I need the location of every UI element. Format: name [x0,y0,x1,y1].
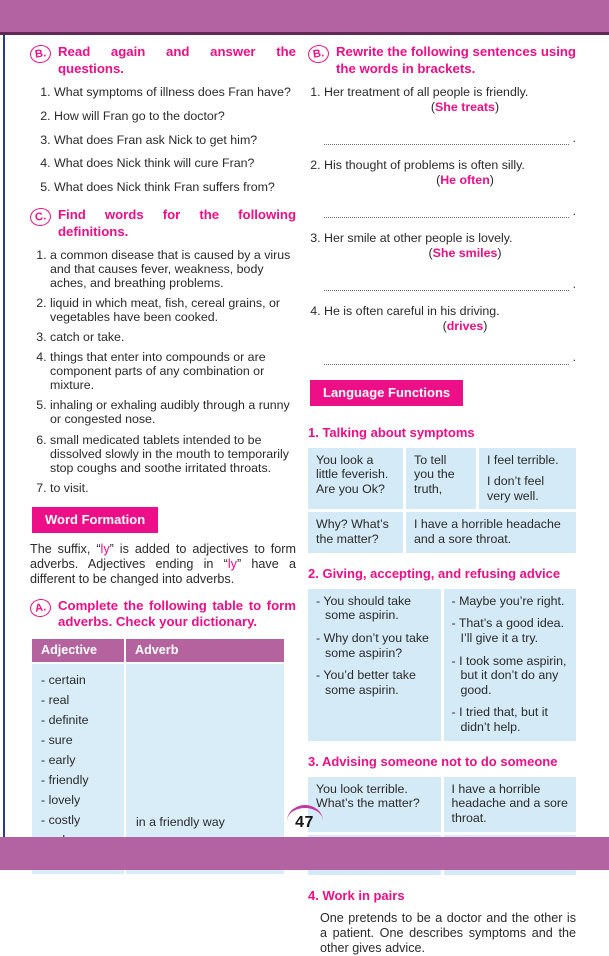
advice-item: - Why don’t you take some aspirin? [316,630,429,660]
table-cell: To tell you the truth, [406,448,476,510]
advice-response-list [452,594,570,735]
section-find-words [30,207,296,494]
bracket-word: He often [440,173,490,188]
wf-seg: The suffix, “ [30,541,101,556]
table-cell: Why? What’s the matter? [308,512,403,552]
table-cell [444,589,577,741]
top-border-bar [0,0,609,35]
advice-item: - You should take some aspirin. [316,593,412,623]
bracket-word: drives [446,319,484,334]
rewrite-sentence: Her smile at other people is lovely. [324,231,513,246]
table-cell: You look terrible. What’s the matter? [308,777,441,832]
cell-line: I don’t feel very well. [487,474,545,503]
definition-list [32,248,296,494]
adjective-item: - sure [41,732,73,747]
question-item: 5. What does Nick think Fran suffers from? [54,180,296,194]
definition-item: 2. liquid in which meat, fish, cereal grains, or vegetables have been cooked. [50,296,296,324]
wf-seg: ” is added to adjectives to form adverbs. Adjectives ending in “ [30,541,296,571]
rewrite-item [324,158,576,218]
cell-line: I feel terrible. [487,452,559,467]
wf-seg: ” have a different to be changed into adverbs. [30,556,296,587]
answer-line: . [324,131,576,145]
symptoms-table [308,448,576,553]
word-formation-badge: Word Formation [32,507,158,533]
function-title-3: 3. Advising someone not to do someone [308,753,558,769]
page-footer [0,805,609,837]
answer-line: . [324,277,576,291]
advice-item: - I tried that, but it didn’t help. [451,705,548,735]
question-item: 2. How will Fran go to the doctor? [54,109,296,123]
advice-item: - Maybe you’re right. [451,593,565,608]
answer-line: . [324,204,576,218]
adverb-example: in a friendly way [136,814,225,829]
rewrite-item [324,231,576,291]
section-title: Complete the following table to form adverbs. Check your dictionary. [58,597,296,630]
adjective-item: - real [41,692,70,707]
advice-item: - I took some aspirin, but it don’t do any good. [451,653,567,697]
definition-item: 1. a common disease that is caused by a virus and that causes fever, weakness, body aches, and breathing problems. [50,248,296,290]
adjective-item: - costly [41,812,81,827]
bottom-border-bar [0,837,609,870]
definition-item: 4. things that enter into compounds or are component parts of any combination or mixture. [50,350,296,392]
section-title: Find words for the following definitions. [58,207,296,239]
language-functions-badge: Language Functions [310,380,463,406]
advice-table [308,589,576,741]
section-letter-c: C. [29,207,52,228]
section-title: Read again and answer the questions. [58,44,296,76]
adjective-item: - definite [41,712,89,727]
section-letter-a: A. [29,597,52,618]
table-cell: You look a little feverish. Are you Ok? [308,448,403,510]
bracket-hint: (He often) [436,173,494,188]
rewrite-sentence: Her treatment of all people is friendly. [324,85,529,99]
definition-item: 5. inhaling or exhaling audibly through a runny or congested nose. [50,398,296,426]
adjective-item: - certain [41,672,86,687]
rewrite-item [324,85,576,145]
bracket-hint: (She smiles) [428,246,502,261]
table-cell: I have a horrible headache and a sore throat. [444,777,577,832]
definition-item: 6. small medicated tablets intended to be dissolved slowly in the mouth to temporarily stop coughs and soothe irritated throats. [50,433,296,475]
rewrite-list [308,85,576,365]
function-title-1: 1. Talking about symptoms [308,424,475,440]
section-title: Rewrite the following sentences using the words in brackets. [336,44,576,76]
bracket-hint: (drives) [442,319,488,334]
table-cell [479,448,576,510]
adjective-item: - lovely [41,792,81,807]
question-item: 3. What does Fran ask Nick to get him? [54,133,296,147]
table-cell: I have a horrible headache and a sore throat. [406,512,576,552]
definition-item: 3. catch or take. [50,330,296,344]
advice-item: - That’s a good idea. I’ll give it a try. [451,616,565,645]
section-read-questions [30,44,296,194]
question-item: 1. What symptoms of illness does Fran have? [54,85,296,99]
table-header-adverb: Adverb [126,639,284,662]
work-in-pairs-text: One pretends to be a doctor and the other is a patient. One describes symptoms and the other gives advice. [320,910,576,956]
adjective-item: - early [41,752,76,767]
table-header-adjective: Adjective [32,639,124,662]
question-list [36,85,296,194]
adjective-item: - friendly [41,772,89,787]
bracket-word: She smiles [432,246,498,261]
ly-highlight: ly [227,556,237,571]
question-item: 4. What does Nick think will cure Fran? [54,156,296,170]
definition-item: 7. to visit. [50,481,296,495]
word-formation-text [30,542,296,588]
rewrite-item [324,304,576,364]
page-number: 47 [295,814,314,831]
table-cell [308,589,441,741]
ly-highlight: ly [100,541,110,556]
advice-item: - You’d better take some aspirin. [316,668,416,697]
section-letter-b: B. [307,44,330,65]
rewrite-sentence: He is often careful in his driving. [324,304,500,319]
answer-line: . [324,350,576,364]
bracket-word: She treats [435,99,495,114]
section-rewrite [308,44,576,365]
section-letter-b: B. [29,44,52,65]
bracket-hint: (She treats) [430,99,500,114]
left-edge-line [3,35,5,837]
rewrite-sentence: His thought of problems is often silly. [324,158,525,173]
function-title-2: 2. Giving, accepting, and refusing advice [308,565,561,581]
advice-giving-list [316,594,434,698]
left-column [30,44,296,874]
function-title-4: 4. Work in pairs [308,887,405,903]
